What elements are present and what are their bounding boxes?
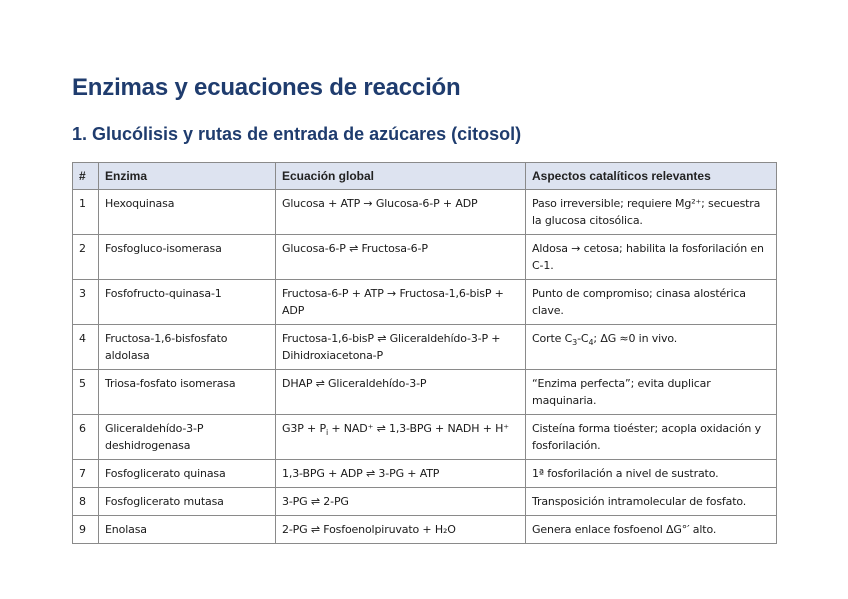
catalytic-aspects: 1ª fosforilación a nivel de sustrato. <box>526 460 777 488</box>
header-equation: Ecuación global <box>276 163 526 190</box>
enzyme-name: Hexoquinasa <box>99 190 276 235</box>
enzyme-name: Enolasa <box>99 516 276 544</box>
subscript: 3 <box>572 338 578 348</box>
enzyme-name: Fructosa-1,6-bisfosfato aldolasa <box>99 325 276 370</box>
enzyme-name: Fosfofructo-quinasa-1 <box>99 280 276 325</box>
reaction-equation: Glucosa + ATP → Glucosa-6-P + ADP <box>276 190 526 235</box>
reaction-equation: 3-PG ⇌ 2-PG <box>276 488 526 516</box>
catalytic-aspects: Transposición intramolecular de fosfato. <box>526 488 777 516</box>
row-number: 5 <box>73 370 99 415</box>
header-enzyme: Enzima <box>99 163 276 190</box>
catalytic-aspects: Genera enlace fosfoenol ΔG°′ alto. <box>526 516 777 544</box>
aspects-text: ; ΔG ≈0 in vivo. <box>593 332 678 345</box>
subscript: 4 <box>588 338 594 348</box>
table-row <box>73 415 777 460</box>
page-title: Enzimas y ecuaciones de reacción <box>72 74 461 101</box>
reaction-equation: 2-PG ⇌ Fosfoenolpiruvato + H₂O <box>276 516 526 544</box>
table-row <box>73 325 777 370</box>
header-number: # <box>73 163 99 190</box>
catalytic-aspects: Punto de compromiso; cinasa alostérica clave. <box>526 280 777 325</box>
catalytic-aspects <box>526 325 777 370</box>
table-body <box>73 190 777 544</box>
enzyme-name: Fosfogluco-isomerasa <box>99 235 276 280</box>
table-row <box>73 516 777 544</box>
equation-text: + NAD⁺ ⇌ 1,3-BPG + NADH + H⁺ <box>328 422 509 435</box>
reaction-equation: Glucosa-6-P ⇌ Fructosa-6-P <box>276 235 526 280</box>
reaction-equation <box>276 415 526 460</box>
section-title: 1. Glucólisis y rutas de entrada de azúcares (citosol) <box>72 124 522 144</box>
reaction-equation: Fructosa-1,6-bisP ⇌ Gliceraldehído-3-P + Dihidroxiacetona-P <box>276 325 526 370</box>
enzyme-name: Triosa-fosfato isomerasa <box>99 370 276 415</box>
aspects-text: -C <box>577 332 589 345</box>
reaction-equation: DHAP ⇌ Gliceraldehído-3-P <box>276 370 526 415</box>
catalytic-aspects: “Enzima perfecta”; evita duplicar maquinaria. <box>526 370 777 415</box>
enzyme-name: Fosfoglicerato quinasa <box>99 460 276 488</box>
enzyme-name: Fosfoglicerato mutasa <box>99 488 276 516</box>
table-row <box>73 488 777 516</box>
enzyme-table <box>72 162 777 544</box>
row-number: 3 <box>73 280 99 325</box>
row-number: 2 <box>73 235 99 280</box>
row-number: 1 <box>73 190 99 235</box>
row-number: 6 <box>73 415 99 460</box>
table-row <box>73 235 777 280</box>
equation-text: G3P + P <box>282 422 326 435</box>
enzyme-name: Gliceraldehído-3-P deshidrogenasa <box>99 415 276 460</box>
table-row <box>73 370 777 415</box>
header-aspects: Aspectos catalíticos relevantes <box>526 163 777 190</box>
table-row <box>73 190 777 235</box>
row-number: 4 <box>73 325 99 370</box>
catalytic-aspects: Paso irreversible; requiere Mg²⁺; secuestra la glucosa citosólica. <box>526 190 777 235</box>
table-row <box>73 460 777 488</box>
table-row <box>73 280 777 325</box>
aspects-text: Corte C <box>532 332 573 345</box>
row-number: 9 <box>73 516 99 544</box>
reaction-equation: 1,3-BPG + ADP ⇌ 3-PG + ATP <box>276 460 526 488</box>
row-number: 8 <box>73 488 99 516</box>
row-number: 7 <box>73 460 99 488</box>
subscript: i <box>325 428 329 438</box>
reaction-equation: Fructosa-6-P + ATP → Fructosa-1,6-bisP + ADP <box>276 280 526 325</box>
catalytic-aspects: Cisteína forma tioéster; acopla oxidación y fosforilación. <box>526 415 777 460</box>
catalytic-aspects: Aldosa → cetosa; habilita la fosforilación en C-1. <box>526 235 777 280</box>
header-row <box>73 163 777 190</box>
table-header <box>73 163 777 190</box>
